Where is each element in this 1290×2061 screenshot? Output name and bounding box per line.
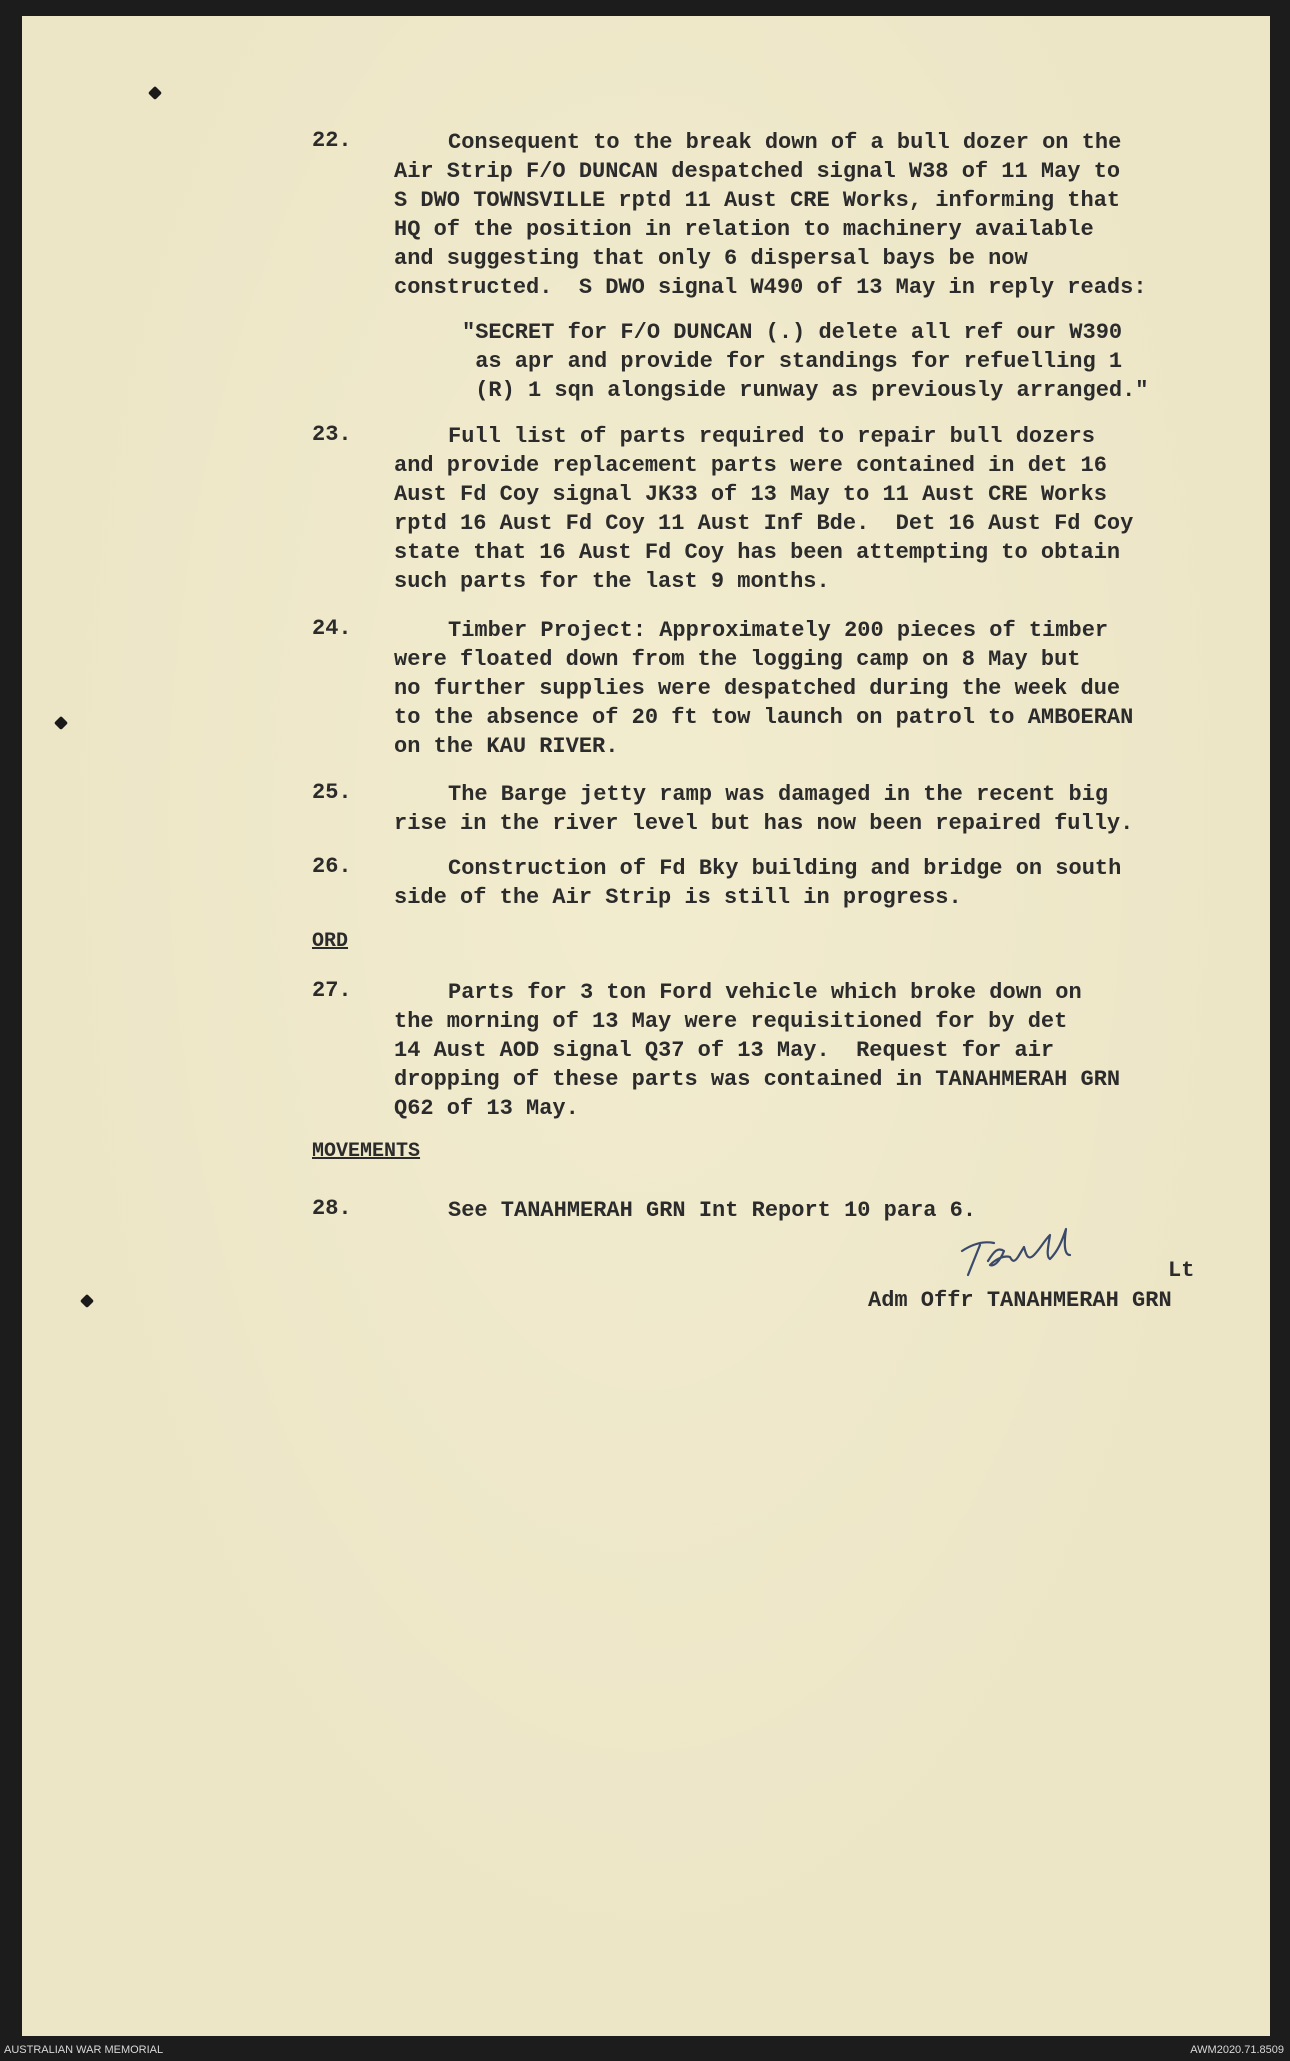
punch-hole-top: [150, 88, 160, 98]
signature-rank: Lt: [1168, 1258, 1195, 1283]
paragraph-number: 22.: [312, 128, 352, 153]
quoted-signal-line: "SECRET for F/O DUNCAN (.) delete all ref our W390: [462, 320, 1123, 345]
signature-title: Adm Offr TANAHMERAH GRN: [868, 1288, 1172, 1313]
paragraph-line: state that 16 Aust Fd Coy has been attempting to obtain: [394, 540, 1121, 565]
document-page: [22, 16, 1270, 2036]
section-heading-movements: MOVEMENTS: [312, 1140, 421, 1163]
paragraph-line: Air Strip F/O DUNCAN despatched signal W38 of 11 May to: [394, 159, 1121, 184]
paragraph-line: and provide replacement parts were contained in det 16: [394, 453, 1107, 478]
paragraph-number: 23.: [312, 422, 352, 447]
paragraph-number: 28.: [312, 1196, 352, 1221]
paragraph-number: 24.: [312, 616, 352, 641]
paragraph-line: constructed. S DWO signal W490 of 13 May in reply reads:: [394, 275, 1147, 300]
paragraph-line: The Barge jetty ramp was damaged in the recent big: [448, 782, 1109, 807]
paragraph-line: Full list of parts required to repair bull dozers: [448, 424, 1095, 449]
paragraph-line: S DWO TOWNSVILLE rptd 11 Aust CRE Works, informing that: [394, 188, 1121, 213]
paragraph-line: rptd 16 Aust Fd Coy 11 Aust Inf Bde. Det 16 Aust Fd Coy: [394, 511, 1134, 536]
paragraph-line: Q62 of 13 May.: [394, 1096, 579, 1121]
paragraph-line: the morning of 13 May were requisitioned for by det: [394, 1009, 1068, 1034]
paragraph-line: side of the Air Strip is still in progress.: [394, 885, 962, 910]
footer-institution: AUSTRALIAN WAR MEMORIAL: [4, 2044, 164, 2056]
paragraph-line: 14 Aust AOD signal Q37 of 13 May. Request for air: [394, 1038, 1055, 1063]
punch-hole-middle: [56, 718, 66, 728]
paragraph-number: 27.: [312, 978, 352, 1003]
paragraph-number: 25.: [312, 780, 352, 805]
paragraph-line: Construction of Fd Bky building and bridge on south: [448, 856, 1122, 881]
paragraph-line: such parts for the last 9 months.: [394, 569, 830, 594]
paragraph-line: Timber Project: Approximately 200 pieces of timber: [448, 618, 1109, 643]
paragraph-line: rise in the river level but has now been repaired fully.: [394, 811, 1134, 836]
paragraph-line: were floated down from the logging camp on 8 May but: [394, 647, 1081, 672]
paragraph-line: no further supplies were despatched during the week due: [394, 676, 1121, 701]
footer-accession-number: AWM2020.71.8509: [1190, 2044, 1284, 2056]
handwritten-signature: [954, 1221, 1134, 1281]
paragraph-line: on the KAU RIVER.: [394, 734, 619, 759]
paragraph-line: and suggesting that only 6 dispersal bays be now: [394, 246, 1028, 271]
paragraph-line: dropping of these parts was contained in TANAHMERAH GRN: [394, 1067, 1121, 1092]
paragraph-line: to the absence of 20 ft tow launch on patrol to AMBOERAN: [394, 705, 1134, 730]
paragraph-line: Aust Fd Coy signal JK33 of 13 May to 11 Aust CRE Works: [394, 482, 1107, 507]
quoted-signal-line: as apr and provide for standings for refuelling 1: [462, 349, 1123, 374]
paragraph-line: See TANAHMERAH GRN Int Report 10 para 6.: [448, 1198, 977, 1223]
paragraph-line: Parts for 3 ton Ford vehicle which broke down on: [448, 980, 1082, 1005]
paragraph-line: Consequent to the break down of a bull dozer on the: [448, 130, 1122, 155]
paragraph-line: HQ of the position in relation to machinery available: [394, 217, 1094, 242]
punch-hole-bottom: [82, 1296, 92, 1306]
section-heading-ord: ORD: [312, 930, 349, 953]
paragraph-number: 26.: [312, 854, 352, 879]
quoted-signal-line: (R) 1 sqn alongside runway as previously arranged.": [462, 378, 1149, 403]
